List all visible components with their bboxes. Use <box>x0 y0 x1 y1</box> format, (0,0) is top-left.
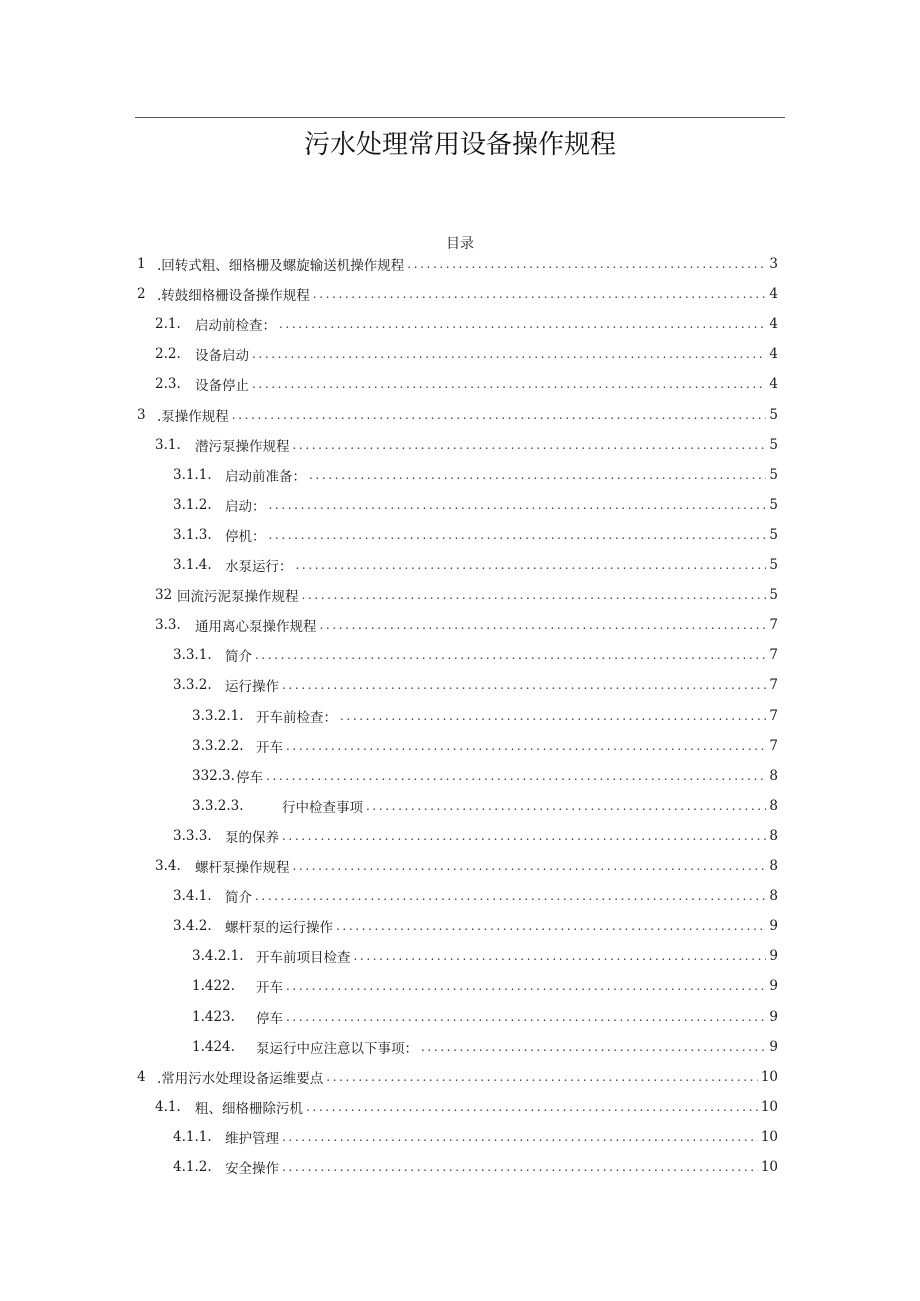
toc-entry[interactable] <box>192 942 778 970</box>
toc-entry[interactable] <box>173 882 778 910</box>
toc-entry-label: 开车 <box>256 980 283 997</box>
toc-entry-page: 5 <box>769 406 778 423</box>
toc-entry-page: 5 <box>769 466 778 483</box>
toc-entry-label: 螺杆泵的运行操作 <box>225 920 333 937</box>
toc-dot-leader <box>336 919 766 933</box>
toc-entry-number: 3.3.2.2. <box>192 737 244 754</box>
toc-dot-leader <box>255 648 766 662</box>
toc-entry-label: 启动前检查： <box>195 318 276 335</box>
toc-entry[interactable] <box>155 852 778 880</box>
toc-dot-leader <box>309 468 766 482</box>
toc-entry-page: 8 <box>769 827 778 844</box>
toc-entry-label: .转鼓细格栅设备操作规程 <box>157 288 310 305</box>
toc-dot-leader <box>320 618 767 632</box>
toc-entry-number: 2.3. <box>155 376 181 393</box>
toc-entry[interactable] <box>155 370 778 398</box>
toc-entry[interactable] <box>155 611 778 639</box>
toc-entry[interactable] <box>173 551 778 579</box>
toc-dot-leader <box>296 558 767 572</box>
toc-entry-number: 3.4. <box>155 858 181 874</box>
toc-entry-page: 10 <box>760 1098 778 1115</box>
toc-entry-label: 运行操作 <box>225 679 279 696</box>
toc-entry[interactable] <box>173 671 778 699</box>
toc-dot-leader <box>266 769 766 783</box>
toc-entry[interactable] <box>155 581 778 609</box>
toc-entry-page: 7 <box>769 707 778 724</box>
toc-entry[interactable] <box>192 792 778 820</box>
toc-entry-page: 4 <box>769 346 778 363</box>
toc-entry-label: .回转式粗、细格栅及螺旋输送机操作规程 <box>157 258 405 274</box>
toc-dot-leader <box>293 859 767 873</box>
toc-entry-page: 5 <box>769 587 778 604</box>
toc-dot-leader <box>232 408 767 422</box>
toc-entry-number: 2.1. <box>155 316 181 333</box>
toc-dot-leader <box>286 739 766 753</box>
toc-entry-number: 4.1.2. <box>173 1159 212 1175</box>
toc-dot-leader <box>340 709 766 723</box>
toc-entry[interactable] <box>192 762 778 790</box>
toc-entry-number: 3.1.1. <box>173 466 212 483</box>
toc-entry-label: 泵的保养 <box>225 829 279 846</box>
toc-entry[interactable] <box>192 1003 778 1031</box>
toc-heading: 目录 <box>446 236 474 252</box>
toc-entry-label: 启动前准备： <box>225 468 306 485</box>
toc-entry-number: 3.3.3. <box>173 827 212 844</box>
toc-entry-page: 9 <box>769 918 778 935</box>
toc-entry[interactable] <box>173 521 778 549</box>
toc-entry-number: 4.1. <box>155 1098 181 1115</box>
toc-entry-number: 3 <box>137 406 146 423</box>
toc-entry-page: 4 <box>769 286 778 303</box>
toc-entry[interactable] <box>173 461 778 489</box>
toc-dot-leader <box>286 1010 766 1024</box>
toc-entry-page: 4 <box>769 316 778 333</box>
toc-entry-page: 10 <box>760 1068 778 1085</box>
toc-entry-label: 开车前项目检查 <box>256 950 351 967</box>
toc-entry-page: 8 <box>769 888 778 905</box>
toc-entry-label: 安全操作 <box>225 1161 279 1177</box>
toc-entry-page: 8 <box>769 797 778 814</box>
toc-dot-leader <box>302 588 767 602</box>
toc-entry[interactable] <box>192 1033 778 1061</box>
toc-entry[interactable] <box>155 1093 778 1121</box>
toc-entry[interactable] <box>192 732 778 760</box>
toc-dot-leader <box>282 1160 758 1174</box>
toc-entry-number: 332.3. <box>192 767 235 784</box>
toc-entry-label: 开车前检查： <box>256 709 337 726</box>
toc-entry-number: 3.3.1. <box>173 647 212 664</box>
toc-entry-number: 2 <box>137 286 146 303</box>
toc-entry-number: 3.1. <box>155 436 181 453</box>
toc-entry[interactable] <box>173 822 778 850</box>
toc-entry-number: 3.4.1. <box>173 888 212 905</box>
toc-dot-leader <box>282 678 766 692</box>
toc-entry-page: 5 <box>769 436 778 453</box>
toc-entry-page: 3 <box>769 256 778 272</box>
toc-entry-label: 设备停止 <box>195 378 249 395</box>
toc-entry-number: 3.1.2. <box>173 496 212 513</box>
toc-entry[interactable] <box>155 310 778 338</box>
toc-entry[interactable] <box>192 972 778 1000</box>
toc-entry-number: 1.423. <box>192 1008 235 1025</box>
toc-entry-label: 停车 <box>236 769 263 786</box>
toc-entry-label: 泵运行中应注意以下事项： <box>256 1040 418 1057</box>
toc-entry-page: 4 <box>769 376 778 393</box>
toc-dot-leader <box>282 1130 758 1144</box>
toc-entry-number: 32 <box>155 587 173 604</box>
toc-entry-page: 9 <box>769 948 778 965</box>
toc-entry[interactable] <box>137 1063 778 1091</box>
toc-entry-label: 启动： <box>225 498 266 515</box>
toc-dot-leader <box>306 1100 758 1114</box>
toc-entry-page: 8 <box>769 767 778 784</box>
toc-entry[interactable] <box>137 401 778 429</box>
toc-dot-leader <box>282 829 766 843</box>
toc-entry[interactable] <box>137 250 778 278</box>
toc-entry-label: 通用离心泵操作规程 <box>195 619 317 636</box>
toc-entry[interactable] <box>137 280 778 308</box>
toc-entry-page: 7 <box>769 647 778 664</box>
toc-entry-number: 1.424. <box>192 1038 235 1055</box>
toc-entry[interactable] <box>173 491 778 519</box>
toc-entry-label: 简介 <box>225 649 252 666</box>
toc-entry[interactable] <box>192 702 778 730</box>
header-rule <box>135 117 785 118</box>
toc-entry-label: 水泵运行： <box>225 559 293 575</box>
toc-entry-page: 10 <box>760 1128 778 1145</box>
toc-entry-page: 7 <box>769 617 778 634</box>
toc-entry-label: 维护管理 <box>225 1130 279 1147</box>
toc-entry-number: 1.422. <box>192 978 235 995</box>
toc-entry[interactable] <box>173 912 778 940</box>
toc-entry-page: 9 <box>769 978 778 995</box>
toc-entry-number: 3.3.2.3. <box>192 797 244 814</box>
toc-dot-leader <box>279 317 766 331</box>
toc-entry[interactable] <box>173 641 778 669</box>
toc-entry-label: .泵操作规程 <box>157 408 229 425</box>
toc-entry-label: 回流污泥泵操作规程 <box>177 589 299 606</box>
toc-entry-number: 3.3. <box>155 617 181 634</box>
toc-dot-leader <box>407 257 766 271</box>
toc-entry[interactable] <box>155 431 778 459</box>
toc-entry-page: 9 <box>769 1038 778 1055</box>
toc-entry-label: 行中检查事项 <box>282 799 363 816</box>
toc-entry-page: 5 <box>769 496 778 513</box>
toc-dot-leader <box>293 438 767 452</box>
toc-entry-page: 7 <box>769 677 778 694</box>
toc-entry-page: 8 <box>769 858 778 874</box>
toc-entry-label: 粗、细格栅除污机 <box>195 1100 303 1117</box>
toc-entry-label: 螺杆泵操作规程 <box>195 860 290 876</box>
toc-entry-page: 5 <box>769 557 778 573</box>
toc-entry-number: 3.4.2.1. <box>192 948 244 965</box>
toc-entry-label: .常用污水处理设备运维要点 <box>157 1070 324 1087</box>
toc-entry-label: 潜污泵操作规程 <box>195 438 290 455</box>
toc-dot-leader <box>326 1070 758 1084</box>
toc-dot-leader <box>366 799 766 813</box>
toc-dot-leader <box>252 347 766 361</box>
toc-entry[interactable] <box>173 1153 778 1181</box>
toc-entry-label: 设备启动 <box>195 348 249 365</box>
toc-dot-leader <box>313 287 767 301</box>
toc-entry[interactable] <box>155 340 778 368</box>
toc-entry-page: 9 <box>769 1008 778 1025</box>
toc-dot-leader <box>252 377 766 391</box>
toc-entry-page: 10 <box>760 1159 778 1175</box>
toc-entry-page: 5 <box>769 526 778 543</box>
toc-entry-number: 3.1.3. <box>173 526 212 543</box>
toc-entry-number: 3.3.2. <box>173 677 212 694</box>
toc-entry-number: 3.4.2. <box>173 918 212 935</box>
toc-entry-label: 开车 <box>256 739 283 756</box>
toc-dot-leader <box>286 979 766 993</box>
toc-entry-number: 4.1.1. <box>173 1128 212 1145</box>
toc-entry-number: 2.2. <box>155 346 181 363</box>
toc-dot-leader <box>269 528 767 542</box>
toc-entry-number: 4 <box>137 1068 146 1085</box>
toc-entry-page: 7 <box>769 737 778 754</box>
toc-entry-number: 3.3.2.1. <box>192 707 244 724</box>
toc-entry-label: 停车 <box>256 1010 283 1027</box>
toc-entry[interactable] <box>173 1123 778 1151</box>
toc-dot-leader <box>421 1040 766 1054</box>
toc-entry-label: 停机： <box>225 528 266 545</box>
toc-dot-leader <box>269 498 767 512</box>
toc-dot-leader <box>354 949 767 963</box>
toc-dot-leader <box>255 889 766 903</box>
toc-entry-label: 简介 <box>225 890 252 907</box>
toc-entry-number: 1 <box>137 256 146 272</box>
document-title: 污水处理常用设备操作规程 <box>303 130 616 160</box>
toc-entry-number: 3.1.4. <box>173 557 212 573</box>
